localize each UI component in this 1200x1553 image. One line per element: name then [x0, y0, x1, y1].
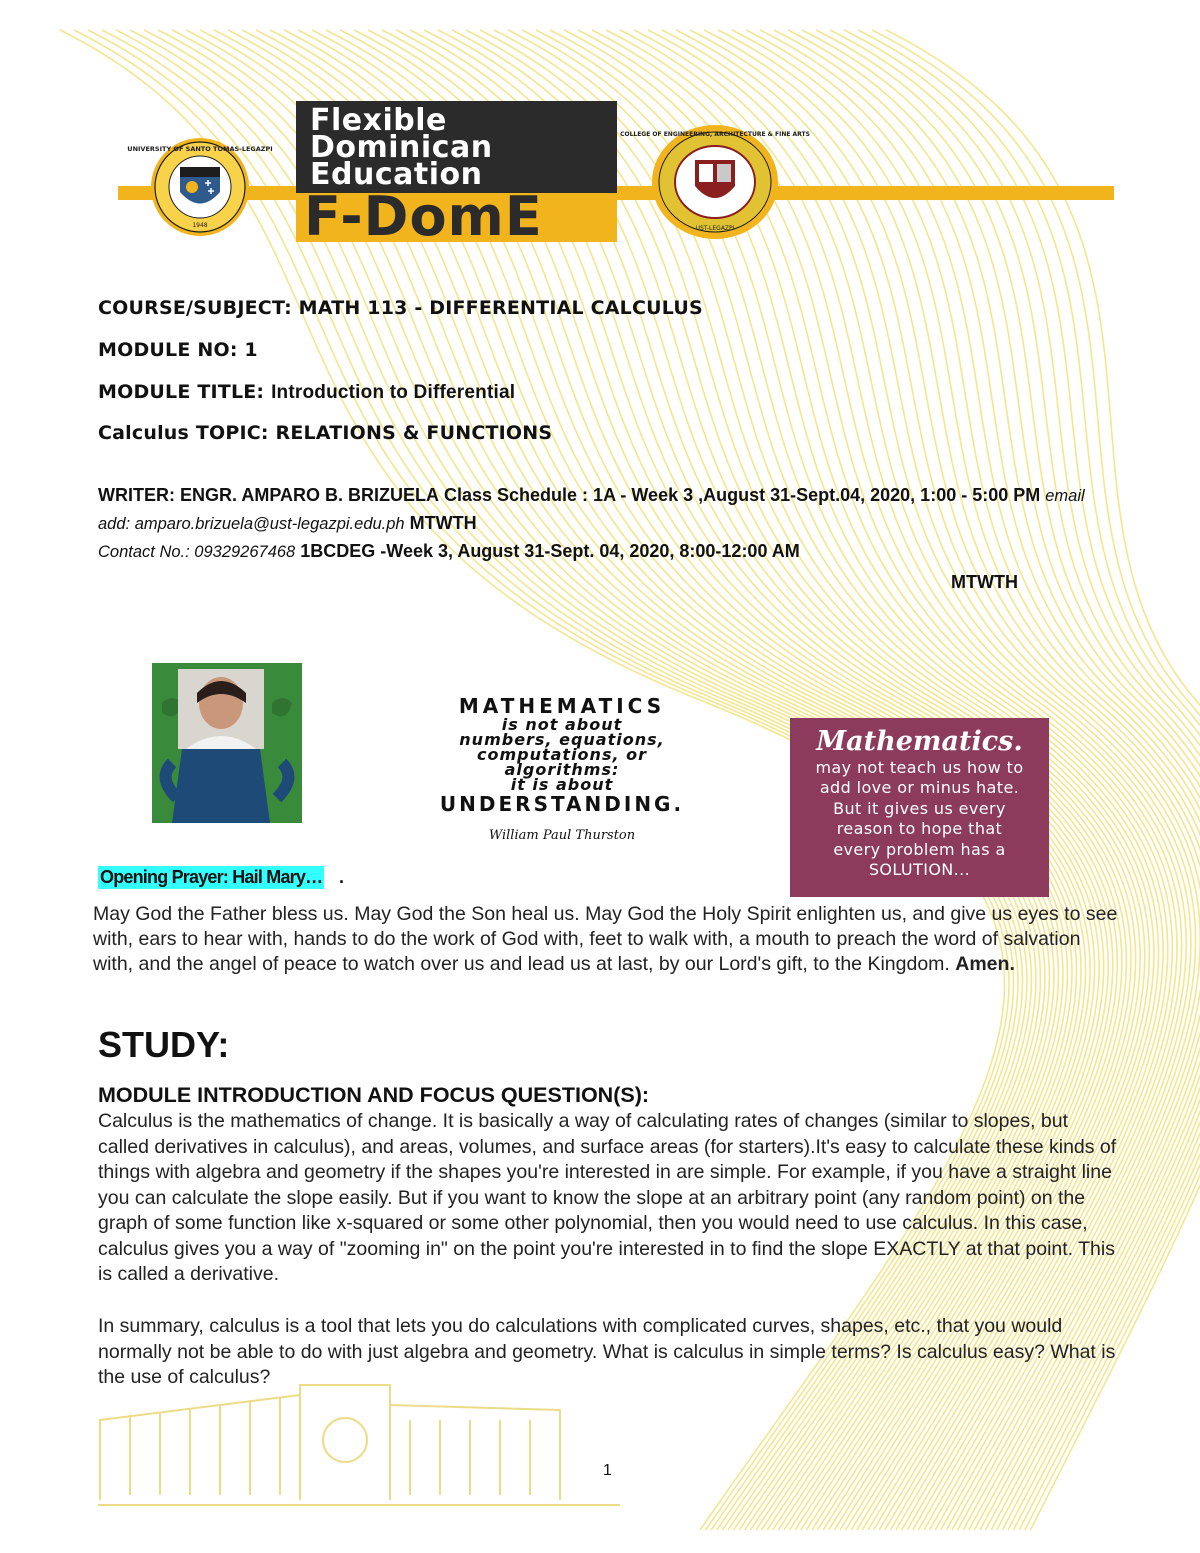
pink-quote-line-5: every problem has a: [833, 839, 1006, 859]
mathematics-hope-quote: [790, 718, 1049, 897]
college-seal-text: COLLEGE OF ENGINEERING, ARCHITECTURE & FINE ARTS: [620, 131, 810, 138]
study-heading: STUDY:: [98, 1024, 230, 1065]
quote-line-3: computations, or: [476, 745, 647, 764]
contact-number: Contact No.: 09329267468: [98, 543, 296, 561]
ust-seal-text: UNIVERSITY OF SANTO TOMAS-LEGAZPI: [127, 145, 273, 153]
module-title-value: Introduction to Differential: [271, 382, 516, 403]
module-title-line: [98, 381, 515, 404]
quote-line-5: it is about: [510, 775, 614, 794]
module-title-label: MODULE TITLE:: [98, 381, 272, 403]
fdome-line-3: Education: [310, 157, 483, 192]
fdome-brand: F-DomE: [304, 185, 543, 248]
email-address[interactable]: email add: amparo.brizuela@ust-legazpi.edu.ph: [98, 487, 1085, 533]
opening-prayer-label: Opening Prayer: Hail Mary…: [100, 867, 323, 887]
mathematics-quote: [392, 695, 732, 843]
quote-line-2: numbers, equations,: [459, 730, 665, 749]
intro-paragraph-2: In summary, calculus is a tool that lets you do calculations with complicated curves, shapes, etc., that you would normally not be able to do with just algebra and geometry. What is calculus in simple terms? Is calculus easy? What is the use of calculus?: [98, 1315, 1116, 1388]
quote-line-4: algorithms:: [504, 760, 620, 779]
writer-photo: [152, 663, 302, 823]
course-subject-line: COURSE/SUBJECT: MATH 113 - DIFFERENTIAL CALCULUS: [98, 297, 703, 319]
intro-paragraph-1: Calculus is the mathematics of change. It is basically a way of calculating rates of changes (similar to slopes, but called derivatives in calculus), and areas, volumes, and surface areas (for starters).It's easy to calculate these kinds of things with algebra and geometry if the shapes you're interested in are simple. For example, if you have a straight line you can calculate the slope easily. But if you want to know the slope at an arbitrary point (any random point) on the graph of some function like x-squared or some other polynomial, then you would need to use calculus. In this case, calculus gives you a way of "zooming in" on the point you're interested in to find the slope EXACTLY at that point. This is called a derivative.: [98, 1110, 1117, 1285]
pink-quote-line-1: may not teach us how to: [815, 758, 1024, 777]
fdome-logo: [296, 101, 617, 248]
pink-quote-line-6: SOLUTION...: [868, 860, 971, 880]
class-schedule-1: Class Schedule : 1A - Week 3 ,August 31-Sept.04, 2020, 1:00 - 5:00 PM: [444, 485, 1041, 505]
writer-schedule-block: [98, 482, 1118, 566]
college-seal-bottom: UST-LEGAZPI: [695, 225, 735, 232]
schedule-days-2: MTWTH: [951, 572, 1018, 592]
module-intro-heading: MODULE INTRODUCTION AND FOCUS QUESTION(S):: [98, 1083, 650, 1107]
pink-quote-line-2: add love or minus hate.: [819, 778, 1020, 798]
prayer-amen: Amen.: [955, 953, 1015, 975]
prayer-body: May God the Father bless us. May God the Son heal us. May God the Holy Spirit enlighten us, and give us eyes to see with, ears to hear with, hands to do the work of God with, feet to walk with, a mouth to preach the word of salvation with, and the angel of peace to watch over us and lead us at last, by our Lord's gift, to the Kingdom.: [93, 903, 1118, 975]
fdome-line-1: Flexible: [310, 103, 447, 138]
quote-title: MATHEMATICS: [458, 694, 666, 718]
fdome-title: [310, 103, 493, 192]
quote-line-1: is not about: [501, 715, 623, 734]
pink-quote-line-4: reason to hope that: [836, 819, 1003, 839]
class-schedule-2: 1BCDEG -Week 3, August 31-Sept. 04, 2020, 8:00-12:00 AM: [300, 541, 800, 561]
pink-quote-title: Mathematics.: [816, 726, 1023, 757]
quote-author: William Paul Thurston: [488, 828, 636, 843]
ust-seal-year: 1948: [192, 222, 208, 229]
pink-quote-line-3: But it gives us every: [833, 798, 1006, 818]
fdome-brand-band: [296, 185, 617, 248]
ust-legazpi-seal: [127, 137, 273, 237]
opening-prayer-tail: .: [339, 867, 345, 887]
college-engineering-seal: [620, 124, 810, 240]
campus-building-sketch: [98, 1385, 620, 1505]
page-number: 1: [603, 1462, 612, 1479]
writer-name: WRITER: ENGR. AMPARO B. BRIZUELA: [98, 485, 439, 505]
schedule-days-1: MTWTH: [409, 513, 477, 533]
fdome-line-2: Dominican: [310, 130, 493, 165]
quote-line-6: UNDERSTANDING.: [439, 792, 685, 816]
topic-line: Calculus TOPIC: RELATIONS & FUNCTIONS: [98, 422, 553, 444]
module-number-line: MODULE NO: 1: [98, 339, 258, 361]
prayer-text: [93, 902, 1123, 977]
